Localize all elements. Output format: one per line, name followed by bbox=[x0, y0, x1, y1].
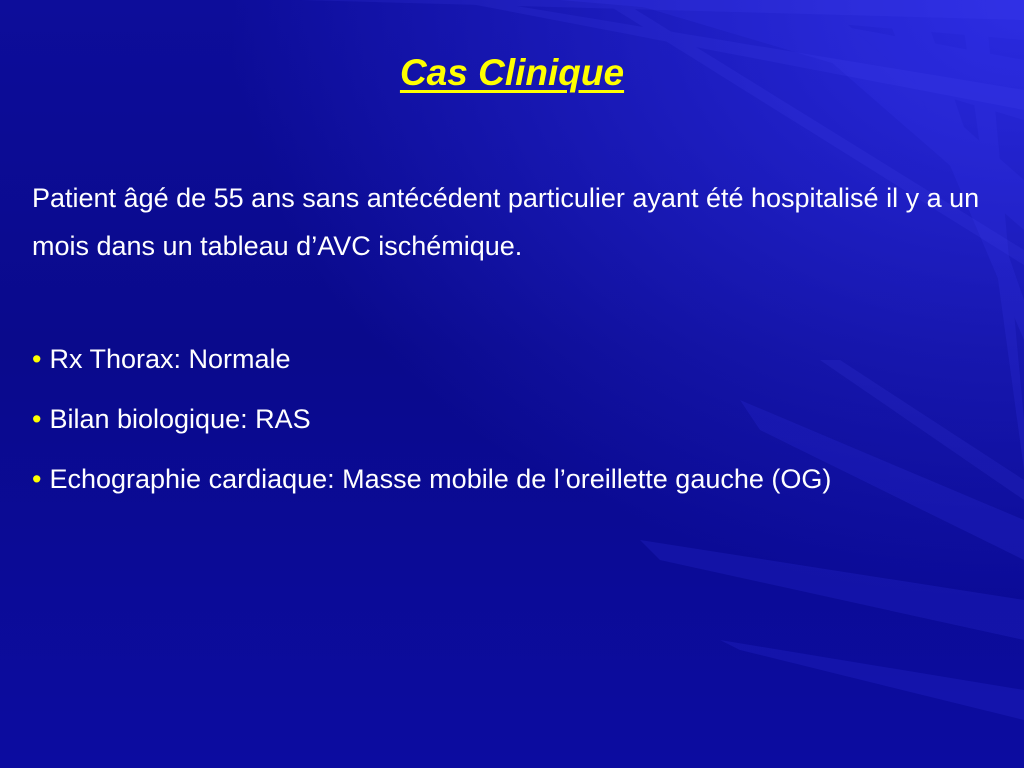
bullet-mark: • bbox=[32, 344, 42, 374]
slide-title: Cas Clinique bbox=[399, 52, 625, 93]
bullet-item-rx-thorax bbox=[32, 342, 992, 376]
bullet-text: Rx Thorax: Normale bbox=[49, 344, 291, 374]
bullet-mark: • bbox=[32, 464, 42, 494]
intro-paragraph: Patient âgé de 55 ans sans antécédent particulier ayant été hospitalisé il y a un mois dans un tableau d’AVC ischémique. bbox=[32, 183, 980, 261]
bullet-text: Bilan biologique: RAS bbox=[49, 404, 311, 434]
bullet-item-bilan bbox=[32, 402, 992, 436]
bullet-list bbox=[32, 342, 992, 496]
bullet-mark: • bbox=[32, 404, 42, 434]
bullet-text: Echographie cardiaque: Masse mobile de l’oreillette gauche (OG) bbox=[49, 464, 832, 494]
bullet-item-echographie bbox=[32, 462, 992, 496]
